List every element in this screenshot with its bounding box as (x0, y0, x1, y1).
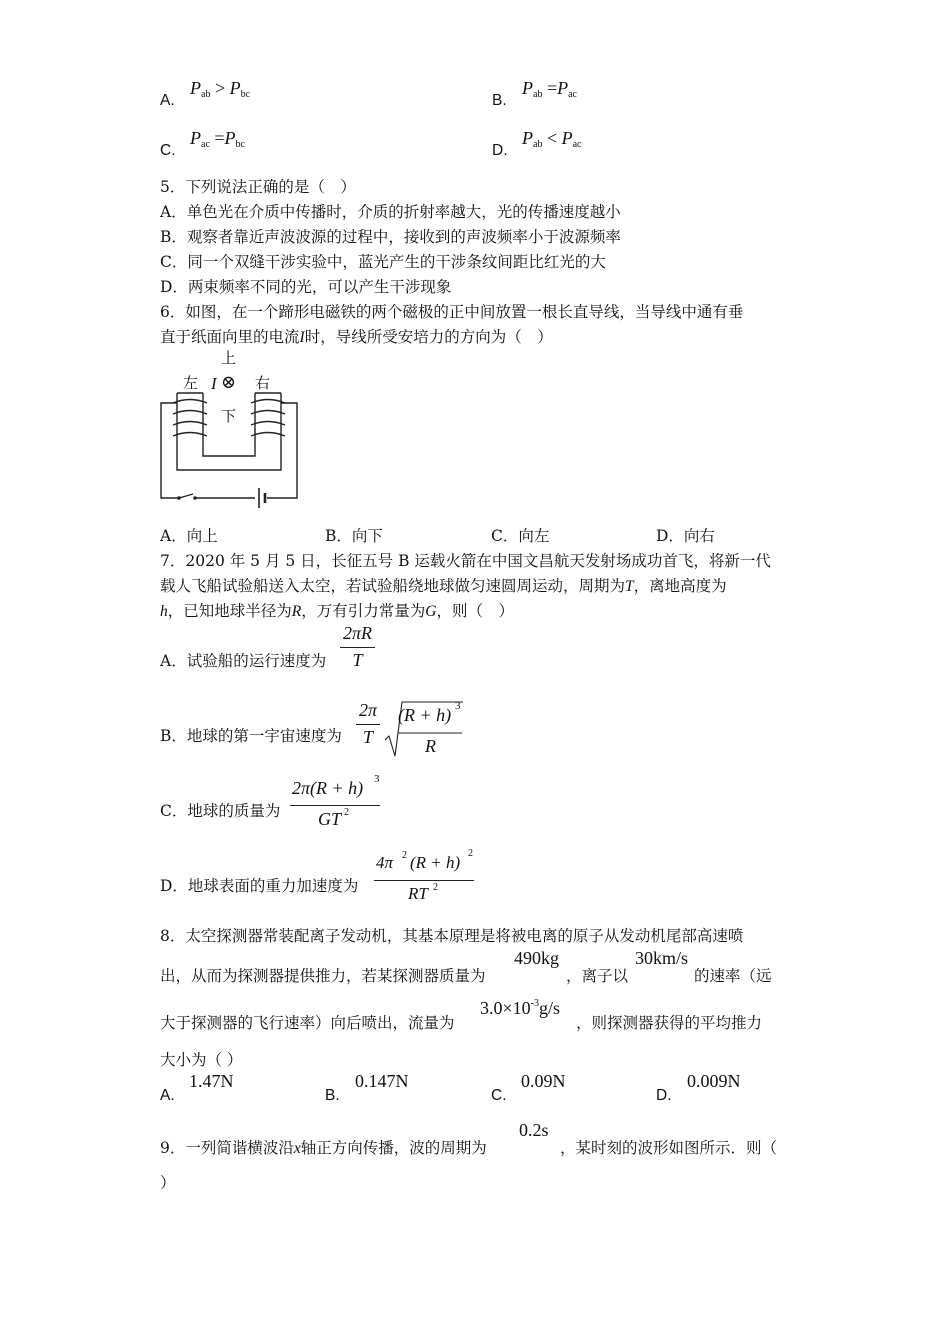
formula-denominator: RT (408, 884, 428, 903)
q7-option-c-text: C．地球的质量为 (160, 802, 281, 820)
q8-mass: 490kg (514, 948, 559, 968)
q7-option-c-formula (290, 775, 382, 833)
q9-line1-c: ，某时刻的波形如图所示．则（ (560, 1139, 778, 1157)
q4-a-formula: Pab > Pbc (190, 78, 251, 100)
q6-option-c: C．向左 (491, 527, 550, 545)
current-label: I (211, 374, 217, 393)
q9-line1-a: 9．一列简谐横波沿x轴正方向传播，波的周期为 (160, 1139, 487, 1157)
q7-option-d-text: D．地球表面的重力加速度为 (160, 877, 359, 895)
root-denominator: R (425, 736, 436, 756)
formula-numerator-a: 4π (376, 853, 394, 872)
electromagnet-figure (155, 348, 305, 513)
current-into-page-icon: ⊗ (221, 372, 237, 392)
option-label: D. (656, 1087, 672, 1104)
numerator-exponent: 3 (374, 773, 380, 785)
q5-stem: 5．下列说法正确的是（ ） (160, 178, 356, 196)
label-up: 上 (221, 349, 237, 367)
q5-option-b: B．观察者靠近声波波源的过程中，接收到的声波频率小于波源频率 (160, 228, 621, 246)
q6-option-a: A．向上 (160, 527, 218, 545)
label-left: 左 (183, 374, 199, 392)
option-label: C. (491, 1087, 507, 1104)
formula-numerator-b: (R + h) (410, 853, 461, 872)
q6-stem-line1: 6．如图，在一个蹄形电磁铁的两个磁极的正中间放置一根长直导线，当导线中通有垂 (160, 303, 744, 321)
q6-stem-line2: 直于纸面向里的电流I时，导线所受安培力的方向为（ ） (160, 328, 553, 346)
option-value: 0.09N (521, 1071, 566, 1091)
label-down: 下 (221, 407, 237, 425)
formula-numerator: 2π(R + h) (292, 778, 364, 798)
option-label: B. (492, 92, 507, 109)
option-label: D. (492, 142, 508, 159)
q8-line3-a: 大于探测器的飞行速率）向后喷出，流量为 (160, 1014, 455, 1032)
option-label: C. (160, 142, 176, 159)
option-label: B. (325, 1087, 340, 1104)
q8-line2-a: 出，从而为探测器提供推力，若某探测器质量为 (160, 967, 486, 985)
fraction-bar (374, 880, 474, 881)
q8-line3-b: ，则探测器获得的平均推力 (576, 1014, 763, 1032)
q7-option-b-text: B．地球的第一宇宙速度为 (160, 727, 342, 745)
q4-b-formula: Pab =Pac (522, 78, 577, 100)
q7-stem-line3: h，已知地球半径为R，万有引力常量为G，则（ ） (160, 602, 514, 620)
q9-period: 0.2s (519, 1120, 549, 1140)
q4-c-formula: Pac =Pbc (190, 128, 245, 150)
q5-option-a: A．单色光在介质中传播时，介质的折射率越大，光的传播速度越小 (160, 203, 621, 221)
q4-d-formula: Pab < Pac (522, 128, 582, 150)
q8-line1: 8．太空探测器常装配离子发动机，其基本原理是将被电离的原子从发动机尾部高速喷 (160, 927, 744, 945)
q5-option-c: C．同一个双缝干涉实验中，蓝光产生的干涉条纹间距比红光的大 (160, 253, 606, 271)
root-numerator: (R + h) (398, 705, 452, 725)
q6-option-d: D．向右 (656, 527, 715, 545)
q7-stem-line1: 7．2020 年 5 月 5 日，长征五号 B 运载火箭在中国文昌航天发射场成功首飞，将新一代 (160, 552, 771, 570)
option-value: 0.009N (687, 1071, 741, 1091)
numerator-a-exponent: 2 (402, 850, 407, 861)
q6-option-b: B．向下 (325, 527, 383, 545)
q7-option-b-radical (384, 700, 464, 760)
q7-option-a-formula: $\frac{2\pi R}{T}$ (340, 623, 375, 671)
q8-speed: 30km/s (635, 948, 689, 968)
q8-line2-b: ，离子以 (566, 967, 629, 985)
fraction-bar (290, 805, 380, 806)
option-label: A. (160, 1087, 175, 1104)
denominator-exponent: 2 (344, 807, 349, 818)
q7-option-a-text: A．试验船的运行速度为 (160, 652, 327, 670)
label-right: 右 (255, 374, 271, 392)
q7-option-d-formula (374, 848, 476, 906)
q7-stem-line2: 载人飞船试验船送入太空，若试验船绕地球做匀速圆周运动，周期为T，离地高度为 (160, 577, 727, 595)
formula-denominator: GT (318, 809, 342, 829)
denominator-exponent: 2 (433, 882, 438, 893)
q8-line2-c: 的速率（远 (694, 967, 772, 985)
q5-option-d: D．两束频率不同的光，可以产生干涉现象 (160, 278, 452, 296)
q8-line4: 大小为（ ） (160, 1051, 243, 1069)
q9-line2: ） (160, 1174, 176, 1192)
q8-flow: $3.0\times 10^{-3}g/s$ (480, 998, 561, 1018)
q7-option-b-formula: $\frac{2\pi}{T}$ (356, 700, 380, 748)
option-value: 0.147N (355, 1071, 409, 1091)
root-exponent: 3 (455, 700, 461, 712)
numerator-b-exponent: 2 (468, 848, 473, 859)
option-label: A. (160, 92, 175, 109)
option-value: 1.47N (189, 1071, 234, 1091)
